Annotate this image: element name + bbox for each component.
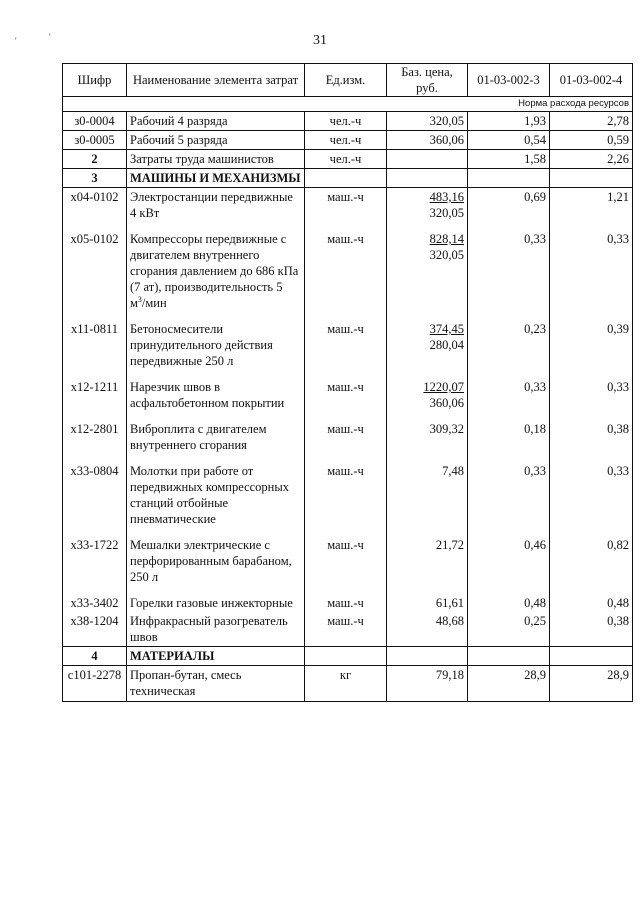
table-row (63, 420, 633, 462)
row-unit: маш.-ч (305, 462, 387, 536)
row-value-2: 0,39 (550, 320, 633, 378)
row-value-1: 0,69 (468, 188, 550, 231)
row-code: з0-0005 (63, 131, 127, 150)
section-value-1: 1,58 (468, 150, 550, 169)
header-col1: 01-03-002-3 (468, 64, 550, 97)
header-unit: Ед.изм. (305, 64, 387, 97)
section-value-2: 2,26 (550, 150, 633, 169)
section-unit: чел.-ч (305, 150, 387, 169)
row-value-2: 0,33 (550, 378, 633, 420)
row-name: Компрессоры передвижные с двигателем внутреннего сгорания давлением до 686 кПа (7 ат), производительность 5 м (130, 232, 299, 310)
resource-norms-table (62, 63, 633, 702)
section-title: МАТЕРИАЛЫ (127, 647, 305, 666)
row-value-2: 0,33 (550, 230, 633, 320)
row-value-1: 1,93 (468, 112, 550, 131)
row-code: з0-0004 (63, 112, 127, 131)
row-code: х38-1204 (63, 612, 127, 647)
row-value-2: 0,48 (550, 594, 633, 612)
row-price: 374,45 (429, 322, 464, 336)
table-row (63, 378, 633, 420)
header-name: Наименование элемента затрат (127, 64, 305, 97)
section-number: 2 (63, 150, 127, 169)
row-unit: маш.-ч (305, 420, 387, 462)
row-value-1: 0,33 (468, 462, 550, 536)
page-number: 31 (313, 33, 327, 48)
row-value-2: 28,9 (550, 666, 633, 702)
row-price-sub: 360,06 (429, 396, 464, 410)
section-row-2 (63, 150, 633, 169)
row-name: Пропан-бутан, смесь техническая (127, 666, 305, 702)
row-name: Виброплита с двигателем внутреннего сгорания (127, 420, 305, 462)
row-value-2: 1,21 (550, 188, 633, 231)
row-code: х33-0804 (63, 462, 127, 536)
table-row (63, 462, 633, 536)
row-value-2: 0,38 (550, 420, 633, 462)
row-value-2: 0,33 (550, 462, 633, 536)
row-value-1: 0,33 (468, 230, 550, 320)
row-unit: маш.-ч (305, 320, 387, 378)
section-title: МАШИНЫ И МЕХАНИЗМЫ (127, 169, 305, 188)
row-price: 309,32 (387, 420, 468, 462)
row-name: Рабочий 5 разряда (127, 131, 305, 150)
row-unit: маш.-ч (305, 188, 387, 231)
row-price: 1220,07 (423, 380, 464, 394)
row-name: Рабочий 4 разряда (127, 112, 305, 131)
section-price (387, 150, 468, 169)
row-name-superscript: 3 (137, 294, 142, 304)
row-name: Молотки при работе от передвижных компрессорных станций отбойные пневматические (127, 462, 305, 536)
row-code: х33-1722 (63, 536, 127, 594)
row-price: 320,05 (387, 112, 468, 131)
row-value-1: 0,46 (468, 536, 550, 594)
norm-label: Норма расхода ресурсов (63, 97, 633, 112)
row-name-tail: /мин (141, 296, 167, 310)
table-row (63, 320, 633, 378)
table-row (63, 112, 633, 131)
row-name: Инфракрасный разогреватель швов (127, 612, 305, 647)
row-value-1: 0,23 (468, 320, 550, 378)
table-row (63, 230, 633, 320)
section-row-4 (63, 647, 633, 666)
table-row (63, 131, 633, 150)
row-name: Горелки газовые инжекторные (127, 594, 305, 612)
row-code: х04-0102 (63, 188, 127, 231)
row-unit: маш.-ч (305, 230, 387, 320)
row-price-sub: 320,05 (429, 206, 464, 220)
row-value-1: 28,9 (468, 666, 550, 702)
row-unit: чел.-ч (305, 112, 387, 131)
row-unit: чел.-ч (305, 131, 387, 150)
header-price: Баз. цена, руб. (387, 64, 468, 97)
table-row (63, 666, 633, 702)
table-header-row (63, 64, 633, 97)
row-code: х33-3402 (63, 594, 127, 612)
row-price: 79,18 (387, 666, 468, 702)
row-name: Бетоносмесители принудительного действия передвижные 250 л (127, 320, 305, 378)
row-value-1: 0,18 (468, 420, 550, 462)
row-value-2: 0,38 (550, 612, 633, 647)
header-code: Шифр (63, 64, 127, 97)
row-code: с101-2278 (63, 666, 127, 702)
row-price: 21,72 (387, 536, 468, 594)
row-value-2: 2,78 (550, 112, 633, 131)
norm-label-row (63, 97, 633, 112)
row-code: х12-1211 (63, 378, 127, 420)
row-code: х05-0102 (63, 230, 127, 320)
row-name: Электростанции передвижные 4 кВт (127, 188, 305, 231)
row-value-1: 0,33 (468, 378, 550, 420)
row-price: 360,06 (387, 131, 468, 150)
row-name: Нарезчик швов в асфальтобетонном покрытии (127, 378, 305, 420)
table-row (63, 188, 633, 231)
section-name: Затраты труда машинистов (127, 150, 305, 169)
table-row (63, 594, 633, 612)
table-row (63, 612, 633, 647)
row-price-sub: 280,04 (429, 338, 464, 352)
row-unit: маш.-ч (305, 378, 387, 420)
table-row (63, 536, 633, 594)
row-price: 483,16 (429, 190, 464, 204)
row-value-2: 0,59 (550, 131, 633, 150)
row-value-2: 0,82 (550, 536, 633, 594)
row-name: Мешалки электрические с перфорированным барабаном, 250 л (127, 536, 305, 594)
row-unit: маш.-ч (305, 536, 387, 594)
row-code: х11-0811 (63, 320, 127, 378)
row-unit: маш.-ч (305, 594, 387, 612)
row-unit: кг (305, 666, 387, 702)
row-price: 61,61 (387, 594, 468, 612)
row-value-1: 0,25 (468, 612, 550, 647)
row-value-1: 0,48 (468, 594, 550, 612)
row-price: 48,68 (387, 612, 468, 647)
section-number: 3 (63, 169, 127, 188)
row-price: 828,14 (429, 232, 464, 246)
section-number: 4 (63, 647, 127, 666)
row-unit: маш.-ч (305, 612, 387, 647)
margin-mark: ' (15, 36, 17, 46)
row-price: 7,48 (387, 462, 468, 536)
row-value-1: 0,54 (468, 131, 550, 150)
header-col2: 01-03-002-4 (550, 64, 633, 97)
row-code: х12-2801 (63, 420, 127, 462)
row-price-sub: 320,05 (429, 248, 464, 262)
section-row-3 (63, 169, 633, 188)
margin-mark: ' (49, 32, 51, 42)
